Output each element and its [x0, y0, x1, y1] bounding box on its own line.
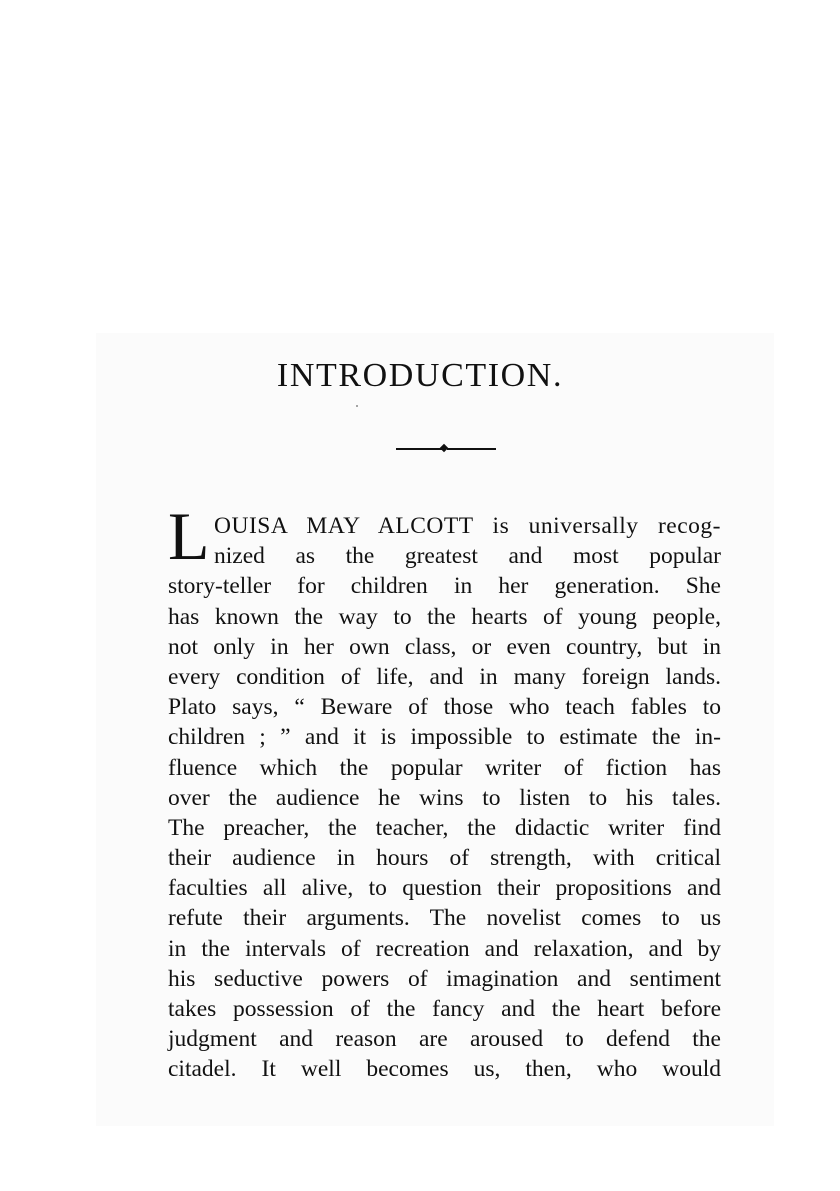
text-line: their audience in hours of strength, with critical	[168, 845, 721, 872]
text-line: every condition of life, and in many foreign lands.	[168, 663, 721, 690]
text-line: nized as the greatest and most popular	[214, 543, 721, 570]
text-line: has known the way to the hearts of young people,	[168, 603, 721, 630]
ornament-rule-right	[447, 448, 496, 450]
page-title: INTRODUCTION.	[276, 357, 564, 394]
print-speck	[356, 405, 358, 407]
body-text	[168, 511, 721, 1085]
text-line: OUISA MAY ALCOTT is universally recog-	[214, 513, 721, 539]
text-line: over the audience he wins to listen to his tales.	[168, 784, 721, 811]
text-line: judgment and reason are aroused to defend the	[168, 1026, 721, 1053]
text-line: The preacher, the teacher, the didactic writer find	[168, 814, 721, 841]
text-line: fluence which the popular writer of fiction has	[168, 754, 721, 781]
text-line: his seductive powers of imagination and sentiment	[168, 965, 721, 992]
text-line: not only in her own class, or even country, but in	[168, 633, 721, 660]
text-line: story-teller for children in her generation. She	[168, 573, 721, 600]
drop-cap-letter: L	[168, 498, 210, 574]
text-line: takes possession of the fancy and the heart before	[168, 996, 721, 1022]
text-line: Plato says, “ Beware of those who teach fables to	[168, 694, 721, 721]
text-line: faculties all alive, to question their propositions and	[168, 875, 721, 902]
ornament-rule-left	[396, 448, 442, 450]
text-line: children ; ” and it is impossible to estimate the in-	[168, 724, 721, 751]
text-line: in the intervals of recreation and relaxation, and by	[168, 935, 721, 962]
title-ornament-divider	[396, 443, 496, 455]
text-line: refute their arguments. The novelist comes to us	[168, 905, 721, 932]
text-line: citadel. It well becomes us, then, who would	[168, 1056, 721, 1083]
